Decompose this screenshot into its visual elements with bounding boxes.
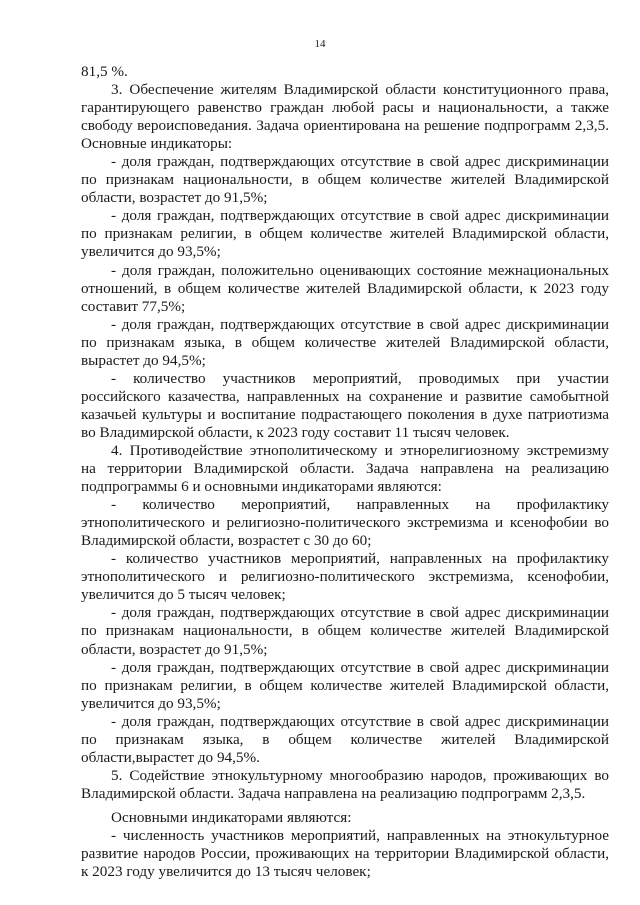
paragraph-task-5: 5. Содействие этнокультурному многообразию народов, проживающих во Владимирской области. Задача направлена на реализацию подпрограмм 2,3,5. bbox=[81, 766, 609, 802]
paragraph-task-4: 4. Противодействие этнополитическому и этнорелигиозному экстремизму на территории Владимирской области. Задача направлена на реализацию подпрограммы 6 и основными индикаторами являются: bbox=[81, 441, 609, 496]
list-item-indicator: - доля граждан, положительно оценивающих состояние межнациональных отношений, в общем количестве жителей Владимирской области, к 2023 году составит 77,5%; bbox=[81, 261, 609, 315]
page-number: 14 bbox=[314, 38, 326, 50]
list-item-indicator: - количество участников мероприятий, проводимых при участии российского казачества, направленных на сохранение и развитие самобытной казачьей культуры и воспитание подрастающего поколения в духе патриотизма во Владимирской области, к 2023 году составит 11 тысяч человек. bbox=[81, 369, 609, 441]
list-item-indicator: - доля граждан, подтверждающих отсутствие в свой адрес дискриминации по признакам национальности, в общем количестве жителей Владимирской области, возрастет до 91,5%; bbox=[81, 604, 609, 658]
list-item-indicator: - доля граждан, подтверждающих отсутствие в свой адрес дискриминации по признакам языка, в общем количестве жителей Владимирской области, вырастет до 94,5%; bbox=[81, 315, 609, 369]
paragraph-indicators-heading: Основными индикаторами являются: bbox=[111, 808, 352, 826]
list-item-indicator: - доля граждан, подтверждающих отсутствие в свой адрес дискриминации по признакам религии, в общем количестве жителей Владимирской области, увеличится до 93,5%; bbox=[81, 207, 609, 261]
list-item-indicator: - количество участников мероприятий, направленных на профилактику этнополитического и религиозно-политического экстремизма, ксенофобии, увеличится до 5 тысяч человек; bbox=[81, 550, 609, 604]
list-item-indicator: - количество мероприятий, направленных на профилактику этнополитического и религиозно-политического экстремизма и ксенофобии во Владимирской области, возрастет с 30 до 60; bbox=[81, 496, 609, 550]
list-item-indicator: - доля граждан, подтверждающих отсутствие в свой адрес дискриминации по признакам религии, в общем количестве жителей Владимирской области, увеличится до 93,5%; bbox=[81, 658, 609, 712]
list-item-indicator: - доля граждан, подтверждающих отсутствие в свой адрес дискриминации по признакам национальности, в общем количестве жителей Владимирской области, возрастет до 91,5%; bbox=[81, 153, 609, 207]
list-item-indicator: - численность участников мероприятий, направленных на этнокультурное развитие народов России, проживающих на территории Владимирской области, к 2023 году увеличится до 13 тысяч человек; bbox=[81, 826, 609, 881]
document-body bbox=[81, 63, 609, 881]
paragraph-continuation: 81,5 %. bbox=[81, 63, 128, 80]
list-item-indicator: - доля граждан, подтверждающих отсутствие в свой адрес дискриминации по признакам языка, в общем количестве жителей Владимирской области,вырастет до 94,5%. bbox=[81, 712, 609, 766]
paragraph-task-3: 3. Обеспечение жителям Владимирской области конституционного права, гарантирующего равенство граждан любой расы и национальности, а также свободу вероисповедания. Задача ориентирована на решение подпрограмм 2,3,5. Основные индикаторы: bbox=[81, 81, 609, 153]
